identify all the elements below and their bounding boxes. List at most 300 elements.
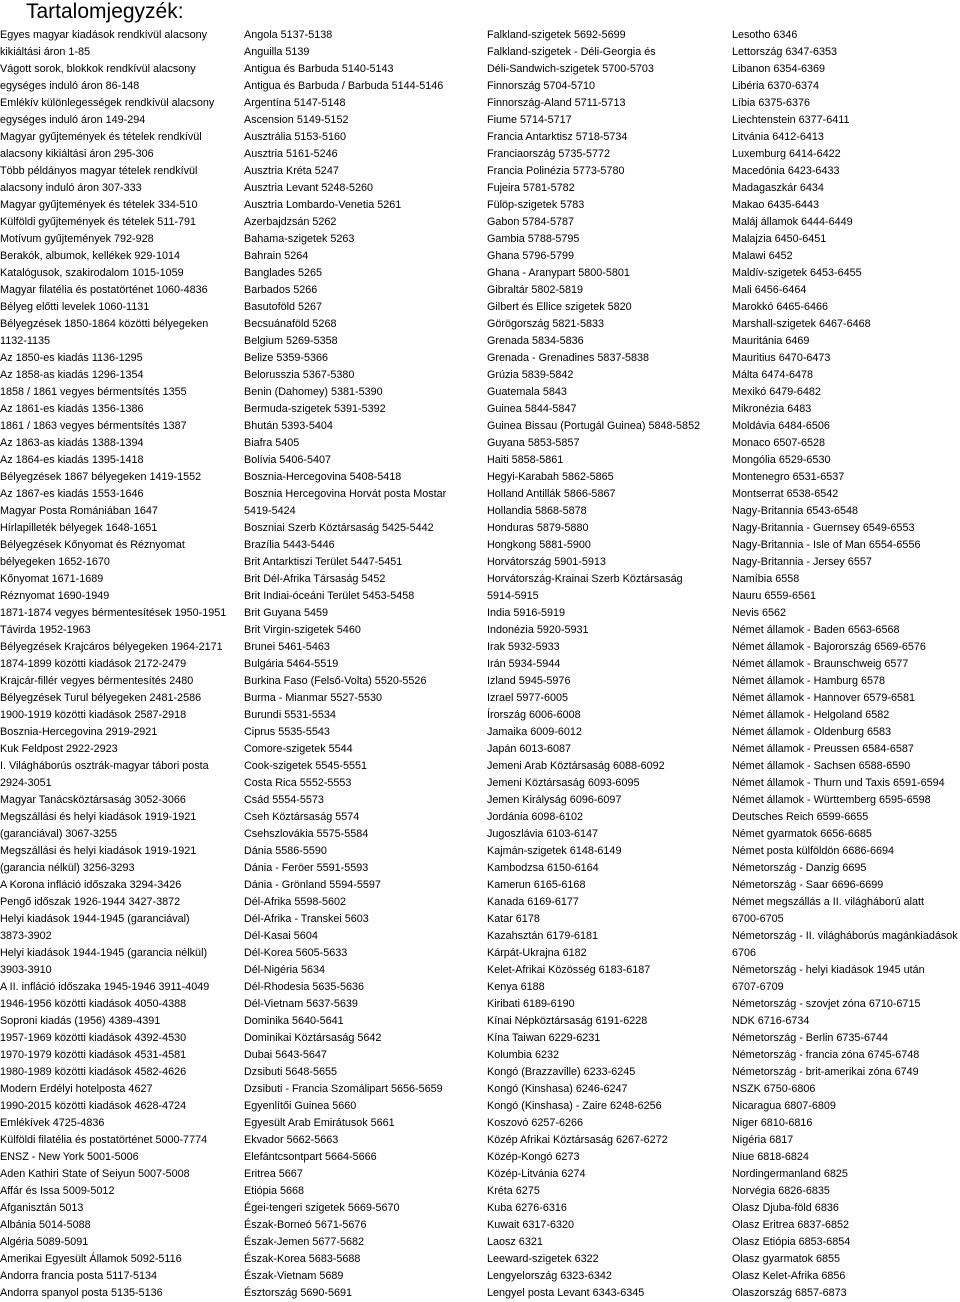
toc-entry: Ausztria Levant 5248-5260	[244, 182, 374, 194]
toc-entry: Bosznia Hercegovina Horvát posta Mostar	[244, 488, 447, 500]
toc-entry: Dubai 5643-5647	[244, 1049, 327, 1061]
toc-entry: Németország - Danzig 6695	[732, 862, 867, 874]
toc-entry: Német államok - Preussen 6584-6587	[732, 743, 914, 755]
toc-entry: Dél-Afrika 5598-5602	[244, 896, 347, 908]
toc-entry: Comore-szigetek 5544	[244, 743, 353, 755]
toc-entry: Japán 6013-6087	[487, 743, 572, 755]
toc-entry: Kambodzsa 6150-6164	[487, 862, 599, 874]
toc-entry: Honduras 5879-5880	[487, 522, 589, 534]
toc-entry: Németország - II. világháborús magánkiadások	[732, 930, 958, 942]
toc-entry: Francia Polinézia 5773-5780	[487, 165, 625, 177]
toc-entry: Nevis 6562	[732, 607, 787, 619]
toc-entry: Dél-Nigéria 5634	[244, 964, 326, 976]
toc-entry: Vágott sorok, blokkok rendkívül alacsony	[0, 63, 196, 75]
toc-entry: Jemen Királyság 6096-6097	[487, 794, 622, 806]
toc-entry: 1858 / 1861 vegyes bérmentsítés 1355	[0, 386, 187, 398]
toc-entry: Berakók, albumok, kellékek 929-1014	[0, 250, 181, 262]
toc-entry: Olasz gyarmatok 6855	[732, 1253, 841, 1265]
toc-entry: Nauru 6559-6561	[732, 590, 817, 602]
toc-entry: (garanciával) 3067-3255	[0, 828, 118, 840]
toc-entry: Guinea 5844-5847	[487, 403, 577, 415]
toc-entry: Falkland-szigetek 5692-5699	[487, 29, 626, 41]
toc-entry: Banglades 5265	[244, 267, 323, 279]
toc-entry: Eritrea 5667	[244, 1168, 303, 1180]
toc-entry: Németország - francia zóna 6745-6748	[732, 1049, 920, 1061]
toc-entry: Mikronézia 6483	[732, 403, 812, 415]
toc-entry: Bahrain 5264	[244, 250, 309, 262]
toc-entry: Egyesült Arab Emirátusok 5661	[244, 1117, 395, 1129]
toc-entry: Olaszország 6857-6873	[732, 1287, 847, 1299]
toc-entry: Németország - helyi kiadások 1945 után	[732, 964, 925, 976]
toc-entry: Több példányos magyar tételek rendkívül	[0, 165, 198, 177]
toc-entry: Bélyegzések Krajcáros bélyegeken 1964-2171	[0, 641, 223, 653]
toc-entry: 1946-1956 közötti kiadások 4050-4388	[0, 998, 187, 1010]
toc-entry: Brunei 5461-5463	[244, 641, 330, 653]
toc-entry: Falkland-szigetek - Déli-Georgia és	[487, 46, 656, 58]
toc-entry: Ausztrália 5153-5160	[244, 131, 347, 143]
toc-entry: Maláj államok 6444-6449	[732, 216, 853, 228]
toc-entry: Dominikai Köztársaság 5642	[244, 1032, 382, 1044]
toc-column-2	[244, 27, 446, 1302]
toc-entry: kikiáltási áron 1-85	[0, 46, 91, 58]
toc-entry: Finnország 5704-5710	[487, 80, 596, 92]
toc-entry: Kínai Népköztársaság 6191-6228	[487, 1015, 648, 1027]
toc-entry: Ausztria Kréta 5247	[244, 165, 339, 177]
toc-entry: Német államok - Oldenburg 6583	[732, 726, 892, 738]
toc-entry: Lengyel posta Levant 6343-6345	[487, 1287, 645, 1299]
toc-entry: Bahama-szigetek 5263	[244, 233, 355, 245]
toc-entry: Olasz Djuba-föld 6836	[732, 1202, 839, 1214]
toc-entry: Ausztria Lombardo-Venetia 5261	[244, 199, 402, 211]
toc-entry: Holland Antillák 5866-5867	[487, 488, 616, 500]
toc-entry: Madagaszkár 6434	[732, 182, 824, 194]
toc-entry: Ascension 5149-5152	[244, 114, 349, 126]
toc-entry: Észak-Jemen 5677-5682	[244, 1236, 365, 1248]
toc-entry: Costa Rica 5552-5553	[244, 777, 352, 789]
toc-entry: bélyegeken 1652-1670	[0, 556, 110, 568]
toc-entry: Ausztria 5161-5246	[244, 148, 338, 160]
toc-entry: Közép Afrikai Köztársaság 6267-6272	[487, 1134, 668, 1146]
toc-entry: Bolívia 5406-5407	[244, 454, 332, 466]
toc-entry: Az 1850-es kiadás 1136-1295	[0, 352, 143, 364]
toc-entry: Belorusszia 5367-5380	[244, 369, 355, 381]
toc-entry: Dzsibuti 5648-5655	[244, 1066, 338, 1078]
toc-entry: Bosznia-Hercegovina 5408-5418	[244, 471, 402, 483]
toc-entry: Cook-szigetek 5545-5551	[244, 760, 368, 772]
toc-entry: Niger 6810-6816	[732, 1117, 813, 1129]
toc-entry: Belgium 5269-5358	[244, 335, 338, 347]
toc-entry: Brit Guyana 5459	[244, 607, 329, 619]
toc-entry: Jordánia 6098-6102	[487, 811, 584, 823]
toc-entry: Dánia - Grönland 5594-5597	[244, 879, 381, 891]
toc-entry: Luxemburg 6414-6422	[732, 148, 841, 160]
toc-entry: Kőnyomat 1671-1689	[0, 573, 104, 585]
toc-entry: Írország 6006-6008	[487, 709, 581, 721]
toc-column-3	[487, 27, 700, 1302]
toc-entry: I. Világháborús osztrák-magyar tábori posta	[0, 760, 209, 772]
toc-entry: 5419-5424	[244, 505, 296, 517]
toc-entry: alacsony induló áron 307-333	[0, 182, 142, 194]
toc-entry: Hírlapilleték bélyegek 1648-1651	[0, 522, 158, 534]
toc-entry: (garancia nélkül) 3256-3293	[0, 862, 135, 874]
toc-entry: Makao 6435-6443	[732, 199, 820, 211]
toc-entry: Andorra spanyol posta 5135-5136	[0, 1287, 163, 1299]
toc-entry: Emlékívek 4725-4836	[0, 1117, 105, 1129]
toc-entry: Albánia 5014-5088	[0, 1219, 91, 1231]
toc-entry: Irak 5932-5933	[487, 641, 560, 653]
toc-entry: Mongólia 6529-6530	[732, 454, 831, 466]
toc-entry: Német államok - Baden 6563-6568	[732, 624, 900, 636]
toc-entry: Réznyomat 1690-1949	[0, 590, 110, 602]
toc-entry: Az 1863-as kiadás 1388-1394	[0, 437, 144, 449]
toc-entry: Kuk Feldpost 2922-2923	[0, 743, 118, 755]
toc-entry: Németország - Saar 6696-6699	[732, 879, 884, 891]
toc-entry: Nigéria 6817	[732, 1134, 794, 1146]
toc-entry: Egyenlítői Guinea 5660	[244, 1100, 357, 1112]
toc-entry: Kanada 6169-6177	[487, 896, 579, 908]
toc-entry: Megszállási és helyi kiadások 1919-1921	[0, 845, 197, 857]
toc-entry: Becsuánaföld 5268	[244, 318, 337, 330]
toc-entry: Ghana 5796-5799	[487, 250, 575, 262]
toc-entry: Külföldi gyűjtemények és tételek 511-791	[0, 216, 197, 228]
toc-entry: 3903-3910	[0, 964, 52, 976]
toc-entry: Jugoszlávia 6103-6147	[487, 828, 599, 840]
toc-entry: Guinea Bissau (Portugál Guinea) 5848-5852	[487, 420, 701, 432]
toc-entry: Nagy-Britannia 6543-6548	[732, 505, 859, 517]
toc-entry: 6700-6705	[732, 913, 784, 925]
toc-entry: A Korona infláció időszaka 3294-3426	[0, 879, 182, 891]
toc-entry: Franciaország 5735-5772	[487, 148, 611, 160]
toc-entry: Az 1858-as kiadás 1296-1354	[0, 369, 144, 381]
toc-entry: Olasz Kelet-Afrika 6856	[732, 1270, 846, 1282]
toc-entry: Kuwait 6317-6320	[487, 1219, 575, 1231]
toc-entry: Affár és Issa 5009-5012	[0, 1185, 115, 1197]
toc-entry: Észak-Borneó 5671-5676	[244, 1219, 367, 1231]
toc-entry: Bélyegzések 1867 bélyegeken 1419-1552	[0, 471, 202, 483]
toc-entry: Grenada 5834-5836	[487, 335, 584, 347]
toc-entry: India 5916-5919	[487, 607, 566, 619]
toc-entry: 1861 / 1863 vegyes bérmentsítés 1387	[0, 420, 187, 432]
toc-entry: 2924-3051	[0, 777, 52, 789]
toc-entry: Kelet-Afrikai Közösség 6183-6187	[487, 964, 651, 976]
toc-entry: Magyar filatélia és postatörténet 1060-4836	[0, 284, 208, 296]
toc-entry: Kína Taiwan 6229-6231	[487, 1032, 601, 1044]
toc-entry: Etiópia 5668	[244, 1185, 305, 1197]
toc-entry: Dánia 5586-5590	[244, 845, 327, 857]
toc-entry: Indonézia 5920-5931	[487, 624, 589, 636]
toc-entry: Brit Indiai-óceáni Terület 5453-5458	[244, 590, 415, 602]
toc-entry: Német államok - Sachsen 6588-6590	[732, 760, 911, 772]
toc-entry: Bulgária 5464-5519	[244, 658, 339, 670]
toc-entry: NDK 6716-6734	[732, 1015, 810, 1027]
toc-entry: Brazília 5443-5446	[244, 539, 335, 551]
toc-entry: Német államok - Württemberg 6595-6598	[732, 794, 931, 806]
toc-entry: Német államok - Helgoland 6582	[732, 709, 890, 721]
toc-entry: Malajzia 6450-6451	[732, 233, 827, 245]
toc-entry: Észtország 5690-5691	[244, 1287, 353, 1299]
toc-entry: Az 1867-es kiadás 1553-1646	[0, 488, 144, 500]
toc-entry: Magyar gyűjtemények és tételek rendkívül	[0, 131, 202, 143]
toc-entry: NSZK 6750-6806	[732, 1083, 816, 1095]
toc-entry: Magyar Tanácsköztársaság 3052-3066	[0, 794, 186, 806]
toc-entry: Az 1861-es kiadás 1356-1386	[0, 403, 144, 415]
toc-entry: Kamerun 6165-6168	[487, 879, 586, 891]
toc-entry: Nicaragua 6807-6809	[732, 1100, 836, 1112]
toc-entry: Guyana 5853-5857	[487, 437, 580, 449]
toc-entry: Antigua és Barbuda / Barbuda 5144-5146	[244, 80, 444, 92]
toc-entry: Gambia 5788-5795	[487, 233, 580, 245]
toc-column-1	[0, 27, 226, 1302]
toc-entry: 6706	[732, 947, 757, 959]
toc-entry: Német megszállás a II. világháború alatt	[732, 896, 925, 908]
toc-entry: Dominika 5640-5641	[244, 1015, 344, 1027]
toc-entry: Elefántcsontpart 5664-5666	[244, 1151, 377, 1163]
toc-entry: Lengyelország 6323-6342	[487, 1270, 612, 1282]
toc-entry: Kajmán-szigetek 6148-6149	[487, 845, 622, 857]
toc-entry: Távirda 1952-1963	[0, 624, 91, 636]
toc-entry: Mali 6456-6464	[732, 284, 807, 296]
toc-entry: Horvátország-Krainai Szerb Köztársaság	[487, 573, 683, 585]
toc-entry: Izland 5945-5976	[487, 675, 571, 687]
toc-entry: Barbados 5266	[244, 284, 318, 296]
toc-entry: Krajcár-fillér vegyes bérmentesítés 2480	[0, 675, 194, 687]
toc-entry: Dél-Rhodesia 5635-5636	[244, 981, 365, 993]
toc-entry: Görögország 5821-5833	[487, 318, 605, 330]
toc-entry: Pengő időszak 1926-1944 3427-3872	[0, 896, 181, 908]
toc-entry: Monaco 6507-6528	[732, 437, 826, 449]
toc-entry: Burma - Mianmar 5527-5530	[244, 692, 383, 704]
toc-entry: Észak-Vietnam 5689	[244, 1270, 344, 1282]
toc-entry: Kiribati 6189-6190	[487, 998, 575, 1010]
toc-entry: Marshall-szigetek 6467-6468	[732, 318, 871, 330]
toc-entry: 1980-1989 közötti kiadások 4582-4626	[0, 1066, 187, 1078]
toc-entry: Német államok - Braunschweig 6577	[732, 658, 909, 670]
toc-entry: Németország - Berlin 6735-6744	[732, 1032, 889, 1044]
toc-entry: Nordingermanland 6825	[732, 1168, 848, 1180]
toc-entry: Koszovó 6257-6266	[487, 1117, 584, 1129]
toc-entry: 1990-2015 közötti kiadások 4628-4724	[0, 1100, 187, 1112]
toc-entry: Bosznia-Hercegovina 2919-2921	[0, 726, 158, 738]
toc-entry: Soproni kiadás (1956) 4389-4391	[0, 1015, 161, 1027]
toc-entry: Német államok - Thurn und Taxis 6591-6594	[732, 777, 945, 789]
toc-entry: Benin (Dahomey) 5381-5390	[244, 386, 383, 398]
toc-entry: Burundi 5531-5534	[244, 709, 336, 721]
toc-entry: Katalógusok, szakirodalom 1015-1059	[0, 267, 184, 279]
toc-entry: Jamaika 6009-6012	[487, 726, 582, 738]
toc-entry: Az 1864-es kiadás 1395-1418	[0, 454, 144, 466]
toc-entry: Bhután 5393-5404	[244, 420, 333, 432]
toc-entry: Dél-Kasai 5604	[244, 930, 318, 942]
toc-entry: 1900-1919 közötti kiadások 2587-2918	[0, 709, 187, 721]
toc-entry: Libéria 6370-6374	[732, 80, 820, 92]
toc-entry: Anguilla 5139	[244, 46, 310, 58]
toc-entry: Lesotho 6346	[732, 29, 798, 41]
toc-entry: Basutoföld 5267	[244, 301, 323, 313]
toc-entry: Ciprus 5535-5543	[244, 726, 330, 738]
toc-entry: Fujeira 5781-5782	[487, 182, 575, 194]
toc-entry: Bélyeg előtti levelek 1060-1131	[0, 301, 150, 313]
toc-entry: Megszállási és helyi kiadások 1919-1921	[0, 811, 197, 823]
page-title: Tartalomjegyzék:	[26, 0, 184, 23]
toc-entry: Bélyegzések Turul bélyegeken 2481-2586	[0, 692, 202, 704]
toc-entry: Fülöp-szigetek 5783	[487, 199, 585, 211]
toc-entry: Kongó (Brazzaville) 6233-6245	[487, 1066, 636, 1078]
toc-entry: Csehszlovákia 5575-5584	[244, 828, 369, 840]
toc-entry: Magyar Posta Romániában 1647	[0, 505, 158, 517]
toc-entry: Líbia 6375-6376	[732, 97, 811, 109]
toc-entry: Biafra 5405	[244, 437, 300, 449]
toc-entry: Olasz Eritrea 6837-6852	[732, 1219, 850, 1231]
toc-entry: Emlékív különlegességek rendkívül alacsony	[0, 97, 215, 109]
toc-entry: Andorra francia posta 5117-5134	[0, 1270, 158, 1282]
toc-entry: Irán 5934-5944	[487, 658, 561, 670]
toc-entry: Azerbajdzsán 5262	[244, 216, 337, 228]
toc-entry: Izrael 5977-6005	[487, 692, 569, 704]
toc-entry: 3873-3902	[0, 930, 52, 942]
toc-entry: Modern Erdélyi hotelposta 4627	[0, 1083, 153, 1095]
toc-entry: Motívum gyűjtemények 792-928	[0, 233, 154, 245]
toc-entry: Finnország-Aland 5711-5713	[487, 97, 626, 109]
toc-entry: Ghana - Aranypart 5800-5801	[487, 267, 630, 279]
toc-entry: Ekvador 5662-5663	[244, 1134, 339, 1146]
toc-entry: 1970-1979 közötti kiadások 4531-4581	[0, 1049, 187, 1061]
toc-entry: Algéria 5089-5091	[0, 1236, 89, 1248]
toc-entry: Helyi kiadások 1944-1945 (garanciával)	[0, 913, 190, 925]
toc-entry: Magyar gyűjtemények és tételek 334-510	[0, 199, 198, 211]
toc-entry: Kréta 6275	[487, 1185, 540, 1197]
toc-entry: Deutsches Reich 6599-6655	[732, 811, 869, 823]
toc-entry: Jemeni Köztársaság 6093-6095	[487, 777, 640, 789]
toc-entry: Burkina Faso (Felső-Volta) 5520-5526	[244, 675, 427, 687]
toc-entry: Libanon 6354-6369	[732, 63, 826, 75]
toc-entry: Dél-Korea 5605-5633	[244, 947, 348, 959]
toc-entry: Bermuda-szigetek 5391-5392	[244, 403, 386, 415]
toc-entry: Marokkó 6465-6466	[732, 301, 829, 313]
toc-entry: Mexikó 6479-6482	[732, 386, 821, 398]
toc-entry: Niue 6818-6824	[732, 1151, 809, 1163]
toc-entry: alacsony kikiáltási áron 295-306	[0, 148, 154, 160]
toc-entry: Kolumbia 6232	[487, 1049, 560, 1061]
toc-entry: Hegyi-Karabah 5862-5865	[487, 471, 614, 483]
toc-entry: Nagy-Britannia - Guernsey 6549-6553	[732, 522, 915, 534]
toc-entry: Kenya 6188	[487, 981, 545, 993]
toc-entry: Malawi 6452	[732, 250, 793, 262]
toc-entry: Horvátország 5901-5913	[487, 556, 606, 568]
toc-entry: Helyi kiadások 1944-1945 (garancia nélkül)	[0, 947, 208, 959]
toc-entry: Gilbert és Ellice szigetek 5820	[487, 301, 632, 313]
toc-entry: Laosz 6321	[487, 1236, 543, 1248]
toc-entry: Montserrat 6538-6542	[732, 488, 839, 500]
toc-entry: Kongó (Kinshasa) 6246-6247	[487, 1083, 628, 1095]
toc-entry: Norvégia 6826-6835	[732, 1185, 830, 1197]
toc-entry: 5914-5915	[487, 590, 539, 602]
toc-entry: Német posta külföldön 6686-6694	[732, 845, 895, 857]
toc-entry: Guatemala 5843	[487, 386, 567, 398]
toc-entry: Moldávia 6484-6506	[732, 420, 830, 432]
toc-entry: Kongó (Kinshasa) - Zaire 6248-6256	[487, 1100, 662, 1112]
toc-entry: Németország - brit-amerikai zóna 6749	[732, 1066, 919, 1078]
toc-entry: 1132-1135	[0, 335, 51, 347]
toc-entry: ENSZ - New York 5001-5006	[0, 1151, 139, 1163]
toc-entry: Kárpát-Ukrajna 6182	[487, 947, 587, 959]
toc-entry: Egyes magyar kiadások rendkívül alacsony	[0, 29, 208, 41]
toc-entry: Macedónia 6423-6433	[732, 165, 840, 177]
toc-entry: 1957-1969 közötti kiadások 4392-4530	[0, 1032, 187, 1044]
toc-entry: Amerikai Egyesült Államok 5092-5116	[0, 1253, 182, 1265]
toc-entry: Mauritius 6470-6473	[732, 352, 831, 364]
toc-entry: Haiti 5858-5861	[487, 454, 564, 466]
toc-entry: Közép-Litvánia 6274	[487, 1168, 586, 1180]
toc-entry: Belize 5359-5366	[244, 352, 329, 364]
toc-entry: Kazahsztán 6179-6181	[487, 930, 599, 942]
toc-entry: Fiume 5714-5717	[487, 114, 572, 126]
toc-entry: Gibraltár 5802-5819	[487, 284, 584, 296]
toc-entry: Boszniai Szerb Köztársaság 5425-5442	[244, 522, 434, 534]
toc-entry: egységes induló áron 86-148	[0, 80, 140, 92]
toc-entry: Brit Antarktiszi Terület 5447-5451	[244, 556, 403, 568]
toc-entry: Észak-Korea 5683-5688	[244, 1253, 361, 1265]
toc-entry: Litvánia 6412-6413	[732, 131, 824, 143]
toc-entry: Közép-Kongó 6273	[487, 1151, 580, 1163]
toc-entry: Maldív-szigetek 6453-6455	[732, 267, 862, 279]
toc-entry: Dél-Afrika - Transkei 5603	[244, 913, 369, 925]
toc-entry: Málta 6474-6478	[732, 369, 814, 381]
toc-entry: Hollandia 5868-5878	[487, 505, 587, 517]
toc-entry: Német gyarmatok 6656-6685	[732, 828, 872, 840]
toc-entry: Nagy-Britannia - Jersey 6557	[732, 556, 872, 568]
toc-entry: Lettország 6347-6353	[732, 46, 838, 58]
toc-entry: Brit Dél-Afrika Társaság 5452	[244, 573, 386, 585]
toc-entry: Bélyegzések Kőnyomat és Réznyomat	[0, 539, 185, 551]
toc-entry: Francia Antarktisz 5718-5734	[487, 131, 628, 143]
toc-entry: Antigua és Barbuda 5140-5143	[244, 63, 394, 75]
toc-entry: Aden Kathiri State of Seiyun 5007-5008	[0, 1168, 190, 1180]
toc-column-4	[732, 27, 958, 1302]
toc-entry: Nagy-Britannia - Isle of Man 6554-6556	[732, 539, 921, 551]
toc-entry: Argentína 5147-5148	[244, 97, 346, 109]
toc-entry: Bélyegzések 1850-1864 közötti bélyegeken	[0, 318, 209, 330]
toc-entry: Brit Virgin-szigetek 5460	[244, 624, 361, 636]
toc-entry: Liechtenstein 6377-6411	[732, 114, 850, 126]
toc-entry: Német államok - Hannover 6579-6581	[732, 692, 916, 704]
toc-entry: 1874-1899 közötti kiadások 2172-2479	[0, 658, 187, 670]
toc-entry: Angola 5137-5138	[244, 29, 333, 41]
toc-entry: Dél-Vietnam 5637-5639	[244, 998, 358, 1010]
toc-entry: Égei-tengeri szigetek 5669-5670	[244, 1202, 400, 1214]
toc-entry: 6707-6709	[732, 981, 784, 993]
toc-entry: Afganisztán 5013	[0, 1202, 84, 1214]
toc-entry: Csád 5554-5573	[244, 794, 324, 806]
toc-entry: Dánia - Feröer 5591-5593	[244, 862, 369, 874]
toc-entry: Olasz Etiópia 6853-6854	[732, 1236, 851, 1248]
toc-entry: Jemeni Arab Köztársaság 6088-6092	[487, 760, 665, 772]
toc-entry: Mauritánia 6469	[732, 335, 810, 347]
toc-entry: Gabon 5784-5787	[487, 216, 575, 228]
toc-entry: Katar 6178	[487, 913, 540, 925]
toc-entry: A II. infláció időszaka 1945-1946 3911-4049	[0, 981, 210, 993]
toc-entry: Németország - szovjet zóna 6710-6715	[732, 998, 921, 1010]
toc-entry: Grúzia 5839-5842	[487, 369, 574, 381]
toc-entry: Dzsibuti - Francia Szomálipart 5656-5659	[244, 1083, 443, 1095]
toc-entry: Montenegro 6531-6537	[732, 471, 845, 483]
toc-entry: Cseh Köztársaság 5574	[244, 811, 360, 823]
toc-entry: 1871-1874 vegyes bérmentesítések 1950-1951	[0, 607, 227, 619]
toc-entry: Leeward-szigetek 6322	[487, 1253, 599, 1265]
toc-entry: Német államok - Hamburg 6578	[732, 675, 886, 687]
toc-entry: Külföldi filatélia és postatörténet 5000-7774	[0, 1134, 208, 1146]
toc-entry: egységes induló áron 149-294	[0, 114, 146, 126]
toc-entry: Kuba 6276-6316	[487, 1202, 567, 1214]
